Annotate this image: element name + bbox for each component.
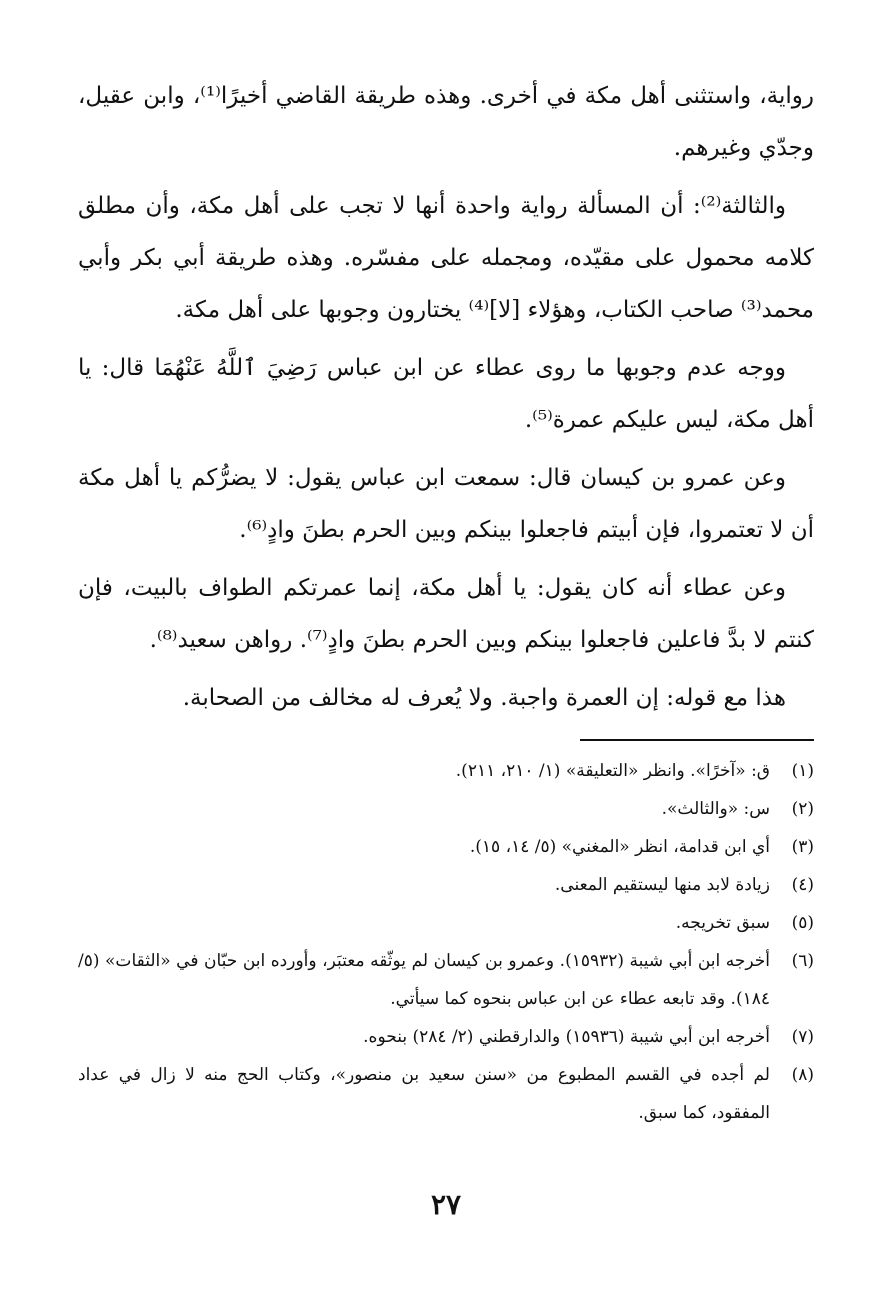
footnote-number: (٦) [791,951,814,971]
footnote-5 [78,904,814,942]
footnote-text: أخرجه ابن أبي شيبة (١٥٩٣٦) والدارقطني (٢/ ٢٨٤) بنحوه. [363,1027,770,1047]
footnote-6 [78,942,814,1018]
footnote-text: س: «والثالث». [661,799,770,819]
footnote-text: سبق تخريجه. [675,913,770,933]
footnote-text: أي ابن قدامة، انظر «المغني» (٥/ ١٤، ١٥). [469,837,770,857]
footnote-separator [580,739,814,741]
footnote-number: (٣) [791,837,814,857]
footnote-3 [78,828,814,866]
footnote-number: (١) [791,761,814,781]
paragraph-4: وعن عمرو بن كيسان قال: سمعت ابن عباس يقول: لا يضرُّكم يا أهل مكة أن لا تعتمروا، فإن أبيتم فاجعلوا بينكم وبين الحرم بطنَ وادٍ⁽⁶⁾. [78,465,814,543]
paragraph-3: ووجه عدم وجوبها ما روى عطاء عن ابن عباس رَضِيَ ٱللَّهُ عَنْهُمَا قال: يا أهل مكة، ليس عليكم عمرة⁽⁵⁾. [78,355,814,433]
paragraph-1: رواية، واستثنى أهل مكة في أخرى. وهذه طريقة القاضي أخيرًا⁽¹⁾، وابن عقيل، وجدّي وغيرهم. [78,83,814,161]
paragraph-5: وعن عطاء أنه كان يقول: يا أهل مكة، إنما عمرتكم الطواف بالبيت، فإن كنتم لا بدَّ فاعلين فاجعلوا بينكم وبين الحرم بطنَ وادٍ⁽⁷⁾. رواهن سعيد⁽⁸⁾. [78,575,814,653]
footnote-2 [78,790,814,828]
footnote-8 [78,1056,814,1132]
footnote-text: أخرجه ابن أبي شيبة (١٥٩٣٢). وعمرو بن كيسان لم يوثّقه معتبَر، وأورده ابن حبّان في «الثقات» (٥/ ١٨٤). وقد تابعه عطاء عن ابن عباس بنحوه كما سيأتي. [78,951,770,1009]
footnote-text: زيادة لابد منها ليستقيم المعنى. [554,875,770,895]
footnote-number: (٢) [791,799,814,819]
footnote-1 [78,752,814,790]
footnote-text: لم أجده في القسم المطبوع من «سنن سعيد بن منصور»، وكتاب الحج منه لا زال في عداد المفقود، كما سبق. [78,1065,770,1123]
page-number: ٢٧ [430,1188,462,1221]
footnote-number: (٥) [791,913,814,933]
footnote-number: (٧) [791,1027,814,1047]
paragraph-2: والثالثة⁽²⁾: أن المسألة رواية واحدة أنها لا تجب على أهل مكة، وأن مطلق كلامه محمول على مقيّده، ومجمله على مفسّره. وهذه طريقة أبي بكر وأبي محمد⁽³⁾ صاحب الكتاب، وهؤلاء [لا]⁽⁴⁾ يختارون وجوبها على أهل مكة. [78,193,814,323]
footnote-4 [78,866,814,904]
main-text [78,70,814,730]
footnote-7 [78,1018,814,1056]
footnotes [78,752,814,1132]
footnote-number: (٤) [791,875,814,895]
paragraph-6: هذا مع قوله: إن العمرة واجبة. ولا يُعرف له مخالف من الصحابة. [182,685,786,711]
footnote-number: (٨) [791,1065,814,1085]
footnote-text: ق: «آخرًا». وانظر «التعليقة» (١/ ٢١٠، ٢١١). [455,761,770,781]
